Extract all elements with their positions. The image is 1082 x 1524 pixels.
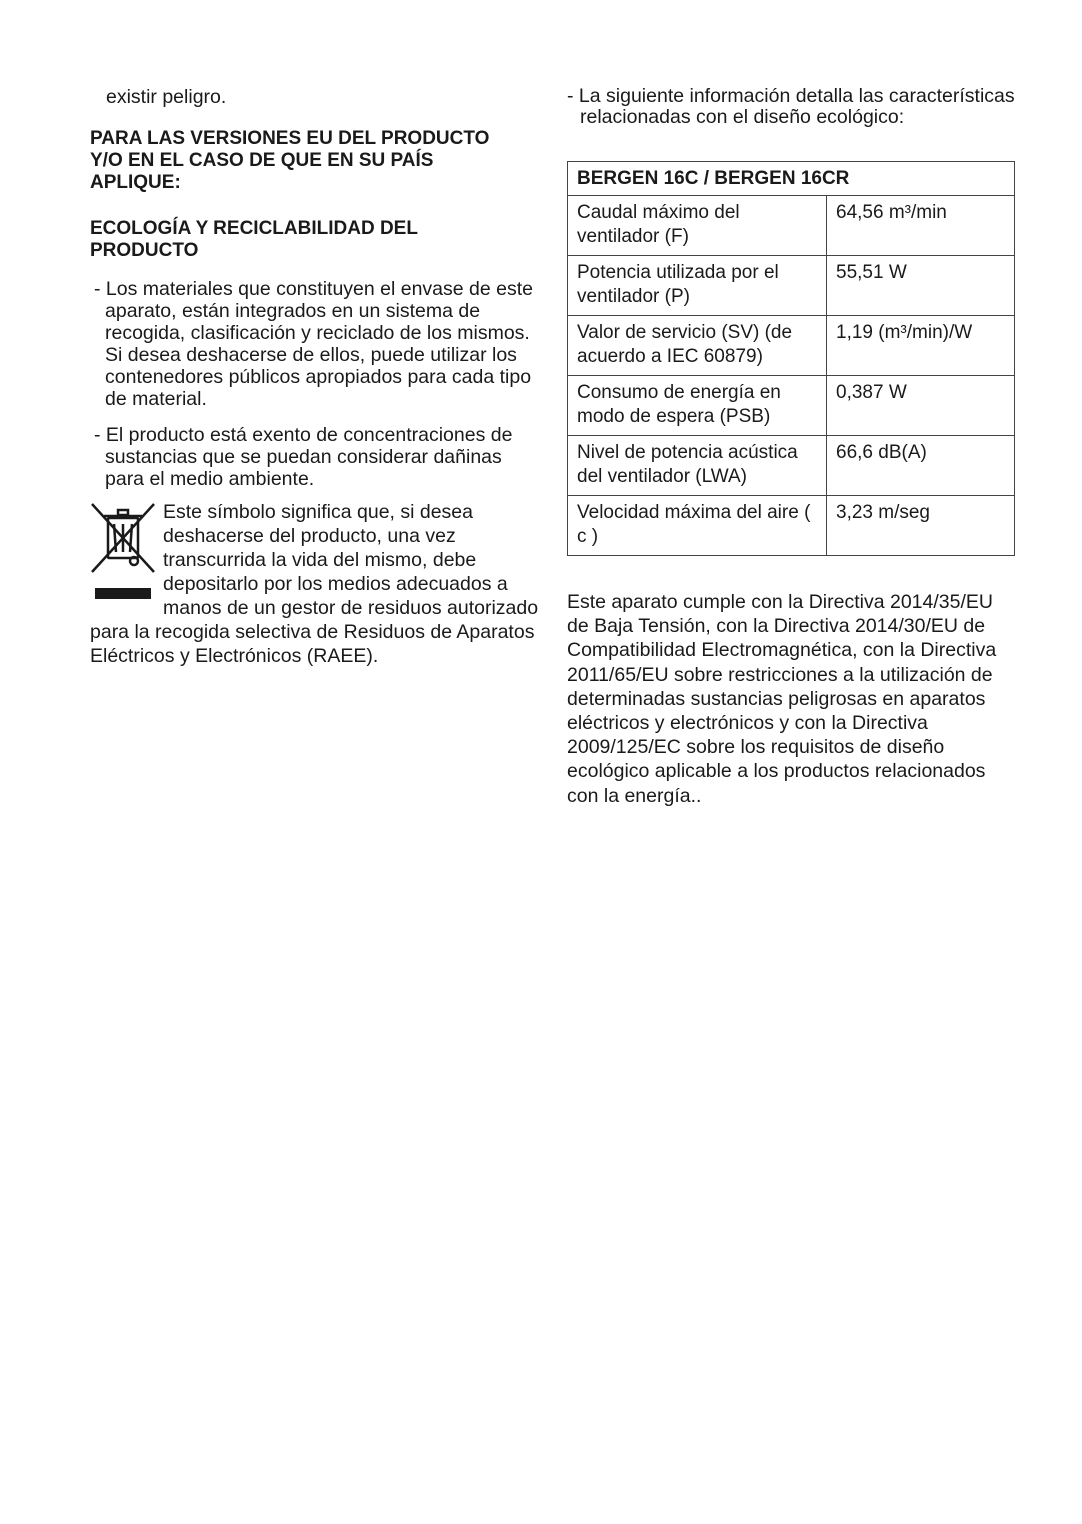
table-cell-label: Nivel de potencia acústica del ventilador (LWA)	[568, 436, 827, 496]
ecodesign-table	[567, 161, 1015, 556]
directive-compliance-text: Este aparato cumple con la Directiva 2014/35/EU de Baja Tensión, con la Directiva 2014/30/EU de Compatibilidad Electromagnética, con la Directiva 2011/65/EU sobre restricciones a la utilización de determinadas sustancias peligrosas en aparatos eléctricos y electrónicos y con la Directiva 2009/125/EC sobre los requisitos de diseño ecológico aplicable a los productos relacionados con la energía..	[567, 591, 997, 807]
table-cell-label: Potencia utilizada por el ventilador (P)	[568, 256, 827, 316]
table-cell-label: Velocidad máxima del aire ( c )	[568, 496, 827, 556]
ecodesign-intro: - La siguiente información detalla las características relacionadas con el diseño ecológico:	[567, 85, 1015, 128]
bullet-packaging: - Los materiales que constituyen el envase de este aparato, están integrados en un sistema de recogida, clasificación y reciclado de los mismos. Si desea deshacerse de ellos, puede utilizar los contenedores públicos apropiados para cada tipo de material.	[94, 278, 534, 410]
table-cell-value: 55,51 W	[827, 256, 1015, 316]
heading-line: PARA LAS VERSIONES EU DEL PRODUCTO	[90, 128, 490, 149]
table-cell-label: Valor de servicio (SV) (de acuerdo a IEC 60879)	[568, 316, 827, 376]
table-cell-value: 1,19 (m³/min)/W	[827, 316, 1015, 376]
heading-line: APLIQUE:	[90, 172, 181, 193]
crossed-out-wheelie-bin-icon	[90, 502, 160, 608]
weee-text: Este símbolo significa que, si desea deshacerse del producto, una vez transcurrida la vida del mismo, debe depositarlo por los medios adecuados a manos de un gestor de residuos autorizado para la recogida selectiva de Residuos de Aparatos Eléctricos y Electrónicos (RAEE).	[90, 501, 539, 667]
table-cell-value: 0,387 W	[827, 376, 1015, 436]
table-row	[568, 376, 1015, 436]
bullet-substances: - El producto está exento de concentraciones de sustancias que se puedan considerar dañinas para el medio ambiente.	[94, 424, 513, 490]
heading-eu-versions	[90, 128, 540, 194]
table-row	[568, 256, 1015, 316]
table-cell-value: 3,23 m/seg	[827, 496, 1015, 556]
left-column	[90, 86, 540, 668]
table-cell-label: Caudal máximo del ventilador (F)	[568, 196, 827, 256]
weee-notice	[90, 500, 540, 668]
table-row	[568, 196, 1015, 256]
heading-ecology	[90, 218, 540, 262]
table-header: BERGEN 16C / BERGEN 16CR	[568, 162, 1015, 196]
table-cell-value: 66,6 dB(A)	[827, 436, 1015, 496]
table-row	[568, 316, 1015, 376]
right-column	[567, 86, 1017, 808]
continuation-text: existir peligro.	[106, 86, 227, 108]
heading-line: ECOLOGÍA Y RECICLABILIDAD DEL	[90, 218, 418, 239]
table-header-row	[568, 162, 1015, 196]
table-cell-label: Consumo de energía en modo de espera (PSB)	[568, 376, 827, 436]
table-row	[568, 436, 1015, 496]
table-row	[568, 496, 1015, 556]
heading-line: Y/O EN EL CASO DE QUE EN SU PAÍS	[90, 150, 434, 171]
table-cell-value: 64,56 m³/min	[827, 196, 1015, 256]
heading-line: PRODUCTO	[90, 240, 199, 261]
